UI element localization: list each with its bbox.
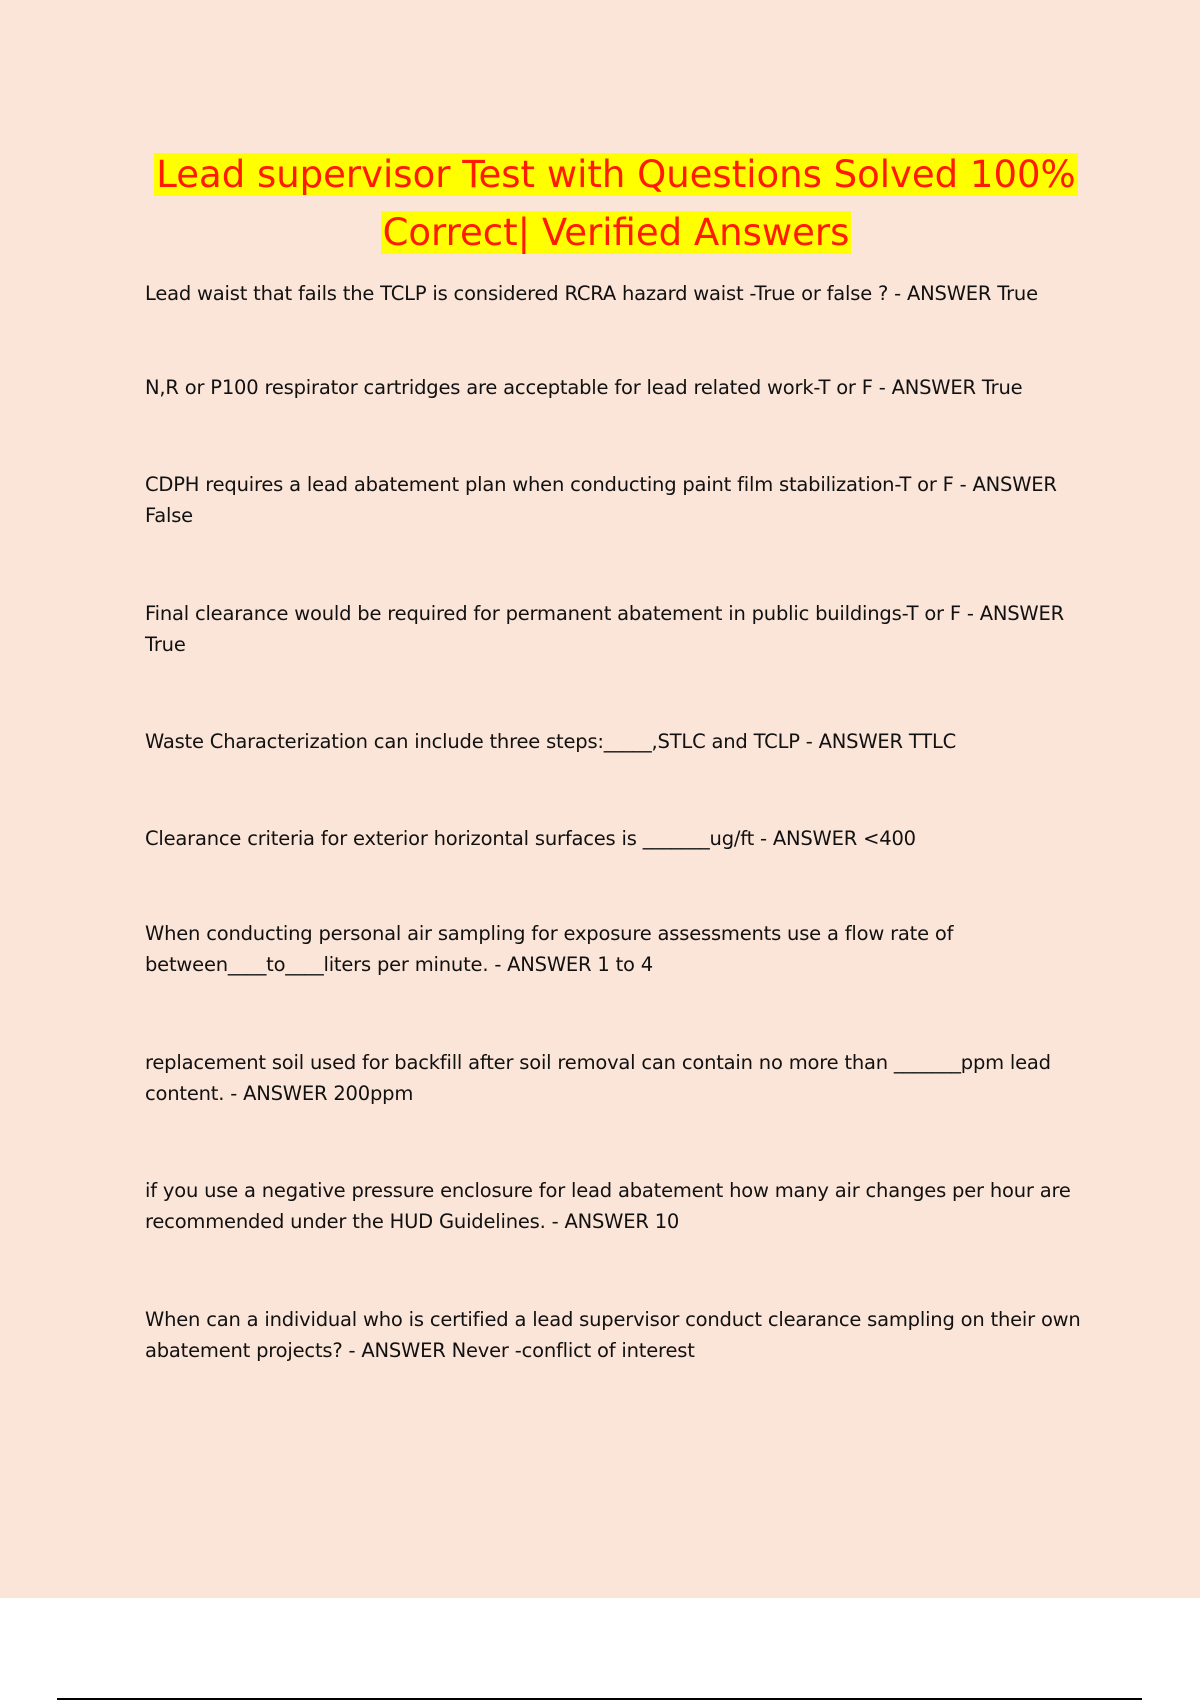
- question-answer-1: Lead waist that fails the TCLP is considered RCRA hazard waist -True or false ? - ANSWER True: [145, 282, 1038, 305]
- question-answer-9: if you use a negative pressure enclosure for lead abatement how many air changes per hour are recommended under the HUD Guidelines. - ANSWER 10: [145, 1179, 1071, 1233]
- question-answer-2: N,R or P100 respirator cartridges are acceptable for lead related work-T or F - ANSWER True: [145, 376, 1023, 399]
- title-line-2: [0, 204, 1200, 262]
- question-answer-8: replacement soil used for backfill after soil removal can contain no more than _______ppm lead content. - ANSWER 200ppm: [145, 1051, 1051, 1105]
- title-highlight-2: Correct| Verified Answers: [382, 211, 850, 254]
- question-answer-3: CDPH requires a lead abatement plan when conducting paint film stabilization-T or F - ANSWER False: [145, 473, 1057, 527]
- question-answer-6: Clearance criteria for exterior horizontal surfaces is _______ug/ft - ANSWER <400: [145, 827, 916, 850]
- question-answer-4: Final clearance would be required for permanent abatement in public buildings-T or F - ANSWER True: [145, 602, 1064, 656]
- document-title: [0, 146, 1200, 262]
- question-answer-7: When conducting personal air sampling for exposure assessments use a flow rate of between____to____liters per minute. - ANSWER 1 to 4: [145, 922, 954, 976]
- question-answer-5: Waste Characterization can include three steps:_____,STLC and TCLP - ANSWER TTLC: [145, 730, 957, 753]
- title-highlight-1: Lead supervisor Test with Questions Solved 100%: [156, 153, 1076, 196]
- question-answer-10: When can a individual who is certified a lead supervisor conduct clearance sampling on their own abatement projects? - ANSWER Never -conflict of interest: [145, 1308, 1081, 1362]
- title-line-1: [0, 146, 1200, 204]
